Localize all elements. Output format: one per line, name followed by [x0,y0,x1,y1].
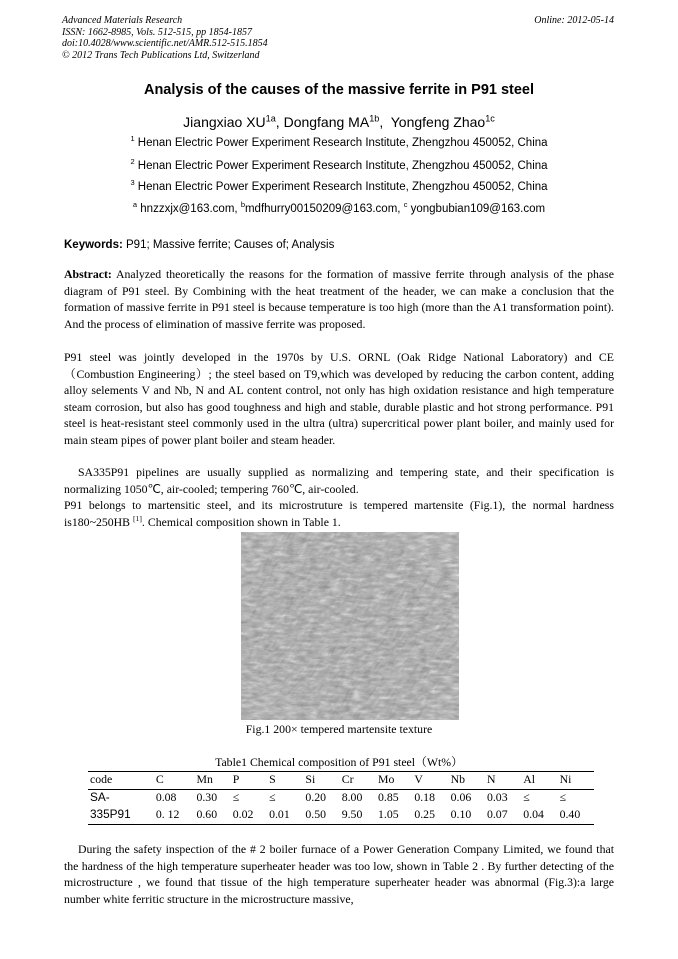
column-header: Al [521,772,557,790]
body-text: . Chemical composition shown in Table 1. [141,514,341,529]
author-name: Yongfeng Zhao [390,114,486,130]
email-address[interactable]: mdfhurry00150209@163.com, [244,203,401,215]
table-cell: 0.08 [155,790,177,804]
keywords-label: Keywords: [64,239,123,251]
online-date: Online: 2012-05-14 [534,15,614,26]
body-paragraph [64,497,614,530]
author-name: Jiangxiao XU [183,114,266,130]
abstract [64,266,614,332]
table-cell: ≤ [523,790,530,804]
table-cell: 0.20 [305,790,327,804]
keywords [64,239,334,251]
figure-caption: Fig.1 200× tempered martensite texture [245,722,433,736]
table-cell: 0.03 [486,790,508,804]
keywords-text: P91; Massive ferrite; Causes of; Analysis [126,239,335,251]
table-cell: 0.25 [412,807,448,825]
table-cell: 0. 12 [154,807,195,825]
affiliation-text: Henan Electric Power Experiment Research Institute, Zhengzhou 450052, China [137,160,548,172]
copyright-line: © 2012 Trans Tech Publications Ltd, Switzerland [62,49,260,61]
body-paragraph: SA335P91 pipelines are usually supplied as normalizing and tempering state, and their specification is normalizing 1050℃, air-cooled; tempering 760℃, air-cooled. [64,465,614,496]
column-header: Cr [340,772,376,790]
table-cell: 1.05 [376,807,412,825]
affiliation-number: 3 [130,178,135,188]
author-affiliation-mark: 1c [485,113,495,124]
column-header: Nb [449,772,485,790]
author-affiliation-mark: 1a [265,113,276,124]
table-cell: ≤ [269,790,276,804]
column-header: P [231,772,267,790]
author-name: Dongfang MA [283,114,370,130]
abstract-text: Analyzed theoretically the reasons for the formation of massive ferrite through analysis of the phase diagram of P91 steel. By Combining with the heat treatment of the header, we can make a conclusion that the formation of massive ferrite in P91 steel is because temperature is too high (more than the A1 transformation point). And the process of elimination of massive ferrite was proposed. [64,267,614,331]
abstract-label: Abstract: [64,267,112,281]
affiliation-text: Henan Electric Power Experiment Research Institute, Zhengzhou 450052, China [137,181,548,193]
email-mark: c [403,200,408,210]
table-cell: 0.04 [521,807,557,825]
table-row [88,807,594,825]
column-header: code [88,772,154,790]
table-cell: 0.18 [414,790,435,804]
column-header: Si [303,772,339,790]
affiliation-text: Henan Electric Power Experiment Research Institute, Zhengzhou 450052, China [137,137,548,149]
body-text: P91 belongs to martensitic steel, and its microstruture is tempered martensite (Fig.1), the normal hardness is180~250HB [64,498,614,529]
email-mark: b [240,200,245,210]
column-header: Ni [558,772,594,790]
citation-ref: [1] [132,513,142,523]
table-cell: 8.00 [341,790,363,804]
table-cell: 9.50 [340,807,376,825]
column-header: V [412,772,448,790]
chemical-composition-table [88,771,594,825]
table-cell: 0.60 [194,807,230,825]
column-header: N [485,772,521,790]
table-cell: 0.02 [231,807,267,825]
author-list: Jiangxiao $XU^{1a}$, Dongfang $MA^{1b}$, Yongfeng Zhao$^{1c}$ [183,113,495,130]
micrograph-image [241,532,459,720]
body-paragraph: P91 steel was jointly developed in the 1970s by U.S. ORNL (Oak Ridge National Laboratory) and CE（Combustion Engineering）; the steel based on T9,which was developed by reducing the carbon content, adding alloy selements V and Nb, N and AL content control, not only has high oxidation resistance and high temperature steam corrosion, but also has good toughness and high and stable, durable plastic and hot strong performance. P91 steel is heat-resistant steel commonly used in the ultra (ultra) supercritical power plant boiler, and mainly used for main steam pipes of power plant boiler and steam header. [64,350,614,447]
email-address[interactable]: yongbubian109@163.com [410,203,546,215]
journal-header [62,15,614,61]
table-cell: 0.10 [449,807,485,825]
affiliation [0,157,678,172]
doi-line: doi:10.4028/www.scientific.net/AMR.512-515.1854 [62,38,268,49]
journal-name: Advanced Materials Research [62,15,183,26]
table-cell: ≤ [559,790,567,804]
email-line [0,200,678,215]
table-cell: 335P91 [88,807,154,825]
table-cell: 0.06 [450,790,472,804]
paper-title: Analysis of the causes of the massive ferrite in P91 steel [143,82,535,98]
table-cell: 0.85 [378,790,399,804]
column-header: C [154,772,195,790]
table-row [88,790,594,808]
affiliation [0,134,678,149]
column-header: Mn [194,772,230,790]
affiliation-number: 2 [130,157,135,167]
column-header: S [267,772,303,790]
table-cell: 0.07 [485,807,521,825]
email-mark: a [132,200,138,210]
column-header: Mo [376,772,412,790]
table-cell: 0.30 [196,790,218,804]
issn-line: ISSN: 1662-8985, Vols. 512-515, pp 1854-1857 [62,26,252,38]
table-cell: 0.40 [558,807,594,825]
table-caption: Table1 Chemical composition of P91 steel（Wt%） [215,755,463,769]
table-cell: SA- [90,790,110,804]
table-cell: ≤ [232,790,240,804]
table-cell: 0.50 [303,807,339,825]
table-cell: 0.01 [267,807,303,825]
body-paragraph: During the safety inspection of the # 2 boiler furnace of a Power Generation Company Limited, we found that the hardness of the high temperature superheater header was too low, shown in Table 2 . By further detecting of the microstructure , we found that tissue of the high temperature superheater header was abnormal (Fig.3):a large number white ferritic structure in the microstructure massive, [64,842,614,906]
affiliation-number: 1 [130,134,135,144]
email-address[interactable]: hnzzxjx@163.com, [140,203,238,215]
martensite-texture [241,532,459,720]
author-affiliation-mark: 1b [369,113,380,124]
affiliation [0,178,678,193]
table-header-row [88,772,594,790]
